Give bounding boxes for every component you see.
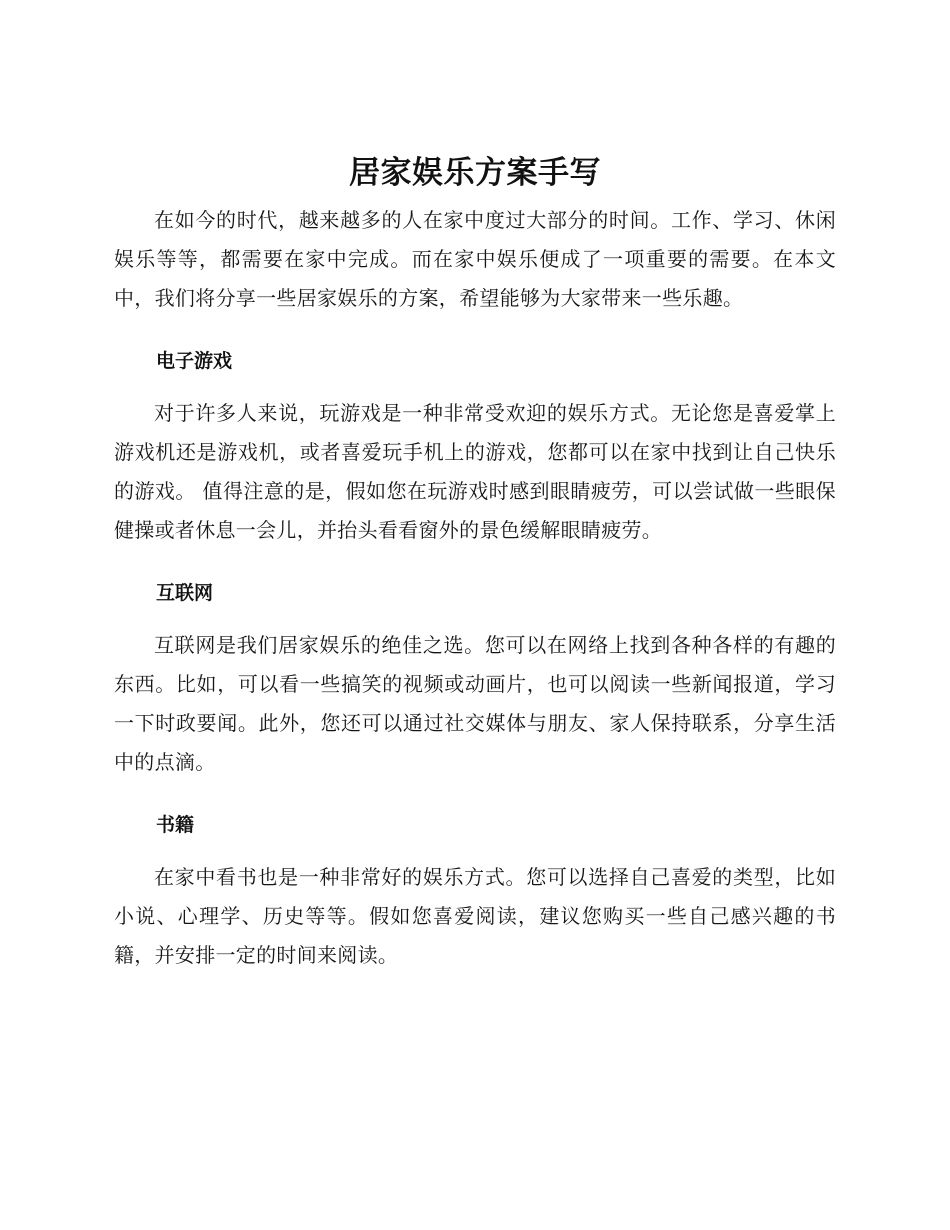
- section-body-books: 在家中看书也是一种非常好的娱乐方式。您可以选择自己喜爱的类型，比如小说、心理学、历史等等。假如您喜爱阅读，建议您购买一些自己感兴趣的书籍，并安排一定的时间来阅读。: [114, 865, 836, 967]
- document-title: 居家娱乐方案手写: [349, 155, 601, 191]
- intro-paragraph: 在如今的时代，越来越多的人在家中度过大部分的时间。工作、学习、休闲娱乐等等，都需要在家中完成。而在家中娱乐便成了一项重要的需要。在本文中，我们将分享一些居家娱乐的方案，希望能够为大家带来一些乐趣。: [114, 208, 836, 310]
- section-heading-internet: 互联网: [156, 582, 214, 604]
- section-heading-video-games: 电子游戏: [156, 350, 233, 372]
- section-body-video-games: 对于许多人来说，玩游戏是一种非常受欢迎的娱乐方式。无论您是喜爱掌上游戏机还是游戏机，或者喜爱玩手机上的游戏，您都可以在家中找到让自己快乐的游戏。 值得注意的是，假如您在玩游戏时感到眼睛疲劳，可以尝试做一些眼保健操或者休息一会儿，并抬头看看窗外的景色缓解眼睛疲劳。: [114, 401, 836, 542]
- section-heading-books: 书籍: [156, 814, 195, 836]
- section-body-internet: 互联网是我们居家娱乐的绝佳之选。您可以在网络上找到各种各样的有趣的东西。比如，可以看一些搞笑的视频或动画片，也可以阅读一些新闻报道，学习一下时政要闻。此外，您还可以通过社交媒体与朋友、家人保持联系，分享生活中的点滴。: [114, 633, 836, 774]
